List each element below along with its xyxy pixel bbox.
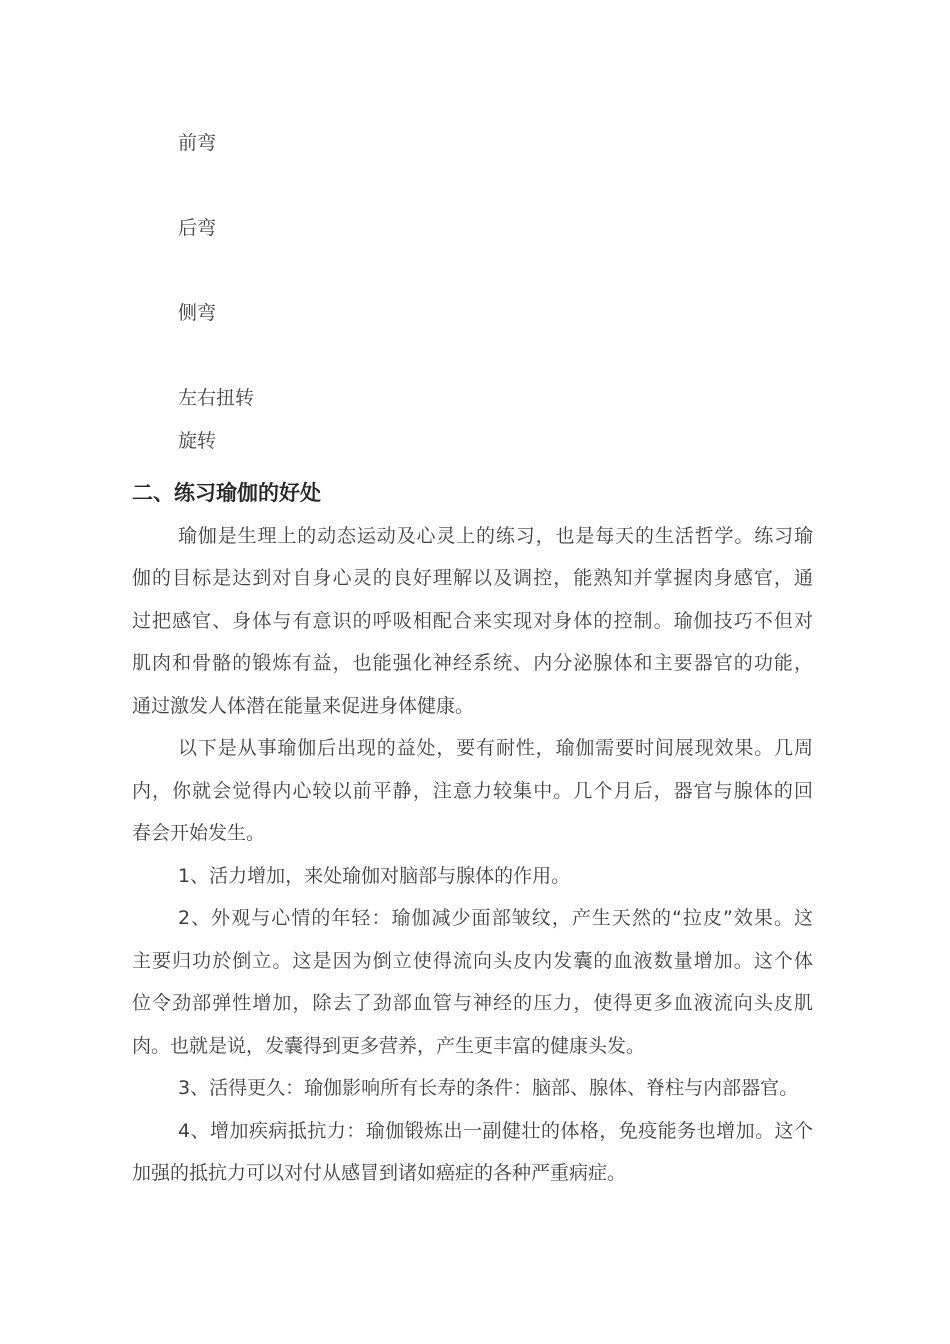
section-body [132, 515, 813, 1195]
paragraph [132, 855, 813, 898]
text-line: 3、活得更久：瑜伽影响所有长寿的条件：脑部、腺体、脊柱与内部器官。 [178, 1077, 799, 1099]
text-line: 2、外观与心情的年轻：瑜伽减少面部皱纹，产生天然的“拉皮”效果。这 [178, 907, 813, 929]
pose-item: 左右扭转 [178, 387, 255, 409]
pose-item: 旋转 [178, 429, 217, 452]
text-line: 1、活力增加，来处瑜伽对脑部与腺体的作用。 [178, 864, 571, 887]
pose-item: 前弯 [178, 132, 217, 154]
pose-item: 后弯 [178, 217, 217, 239]
text-line: 过把感官、身体与有意识的呼吸相配合来实现对身体的控制。瑜伽技巧不但对 [132, 609, 813, 632]
text-line: 通过激发人体潜在能量来促进身体健康。 [132, 694, 475, 717]
paragraph [132, 1067, 813, 1110]
document-content [132, 122, 813, 1195]
text-line: 4、增加疾病抵抗力：瑜伽锻炼出一副健壮的体格，免疫能务也增加。这个 [178, 1119, 813, 1142]
text-line: 肉。也就是说，发囊得到更多营养，产生更丰富的健康头发。 [132, 1034, 646, 1057]
text-line: 瑜伽是生理上的动态运动及心灵上的练习，也是每天的生活哲学。练习瑜 [178, 524, 813, 547]
section-heading: 二、练习瑜伽的好处 [132, 481, 321, 505]
paragraph [132, 515, 813, 728]
paragraph [132, 897, 813, 1067]
text-line: 内，你就会觉得内心较以前平静，注意力较集中。几个月后，器官与腺体的回 [132, 779, 813, 802]
text-line: 位令劲部弹性增加，除去了劲部血管与神经的压力，使得更多血液流向头皮肌 [132, 992, 813, 1014]
blank-line [132, 250, 813, 293]
text-line: 以下是从事瑜伽后出现的益处，要有耐性，瑜伽需要时间展现效果。几周 [178, 737, 813, 759]
paragraph [132, 1110, 813, 1195]
text-line: 肌肉和骨骼的锻炼有益，也能强化神经系统、内分泌腺体和主要器官的功能， [132, 652, 813, 674]
text-line: 伽的目标是达到对自身心灵的良好理解以及调控，能熟知并掌握肉身感官，通 [132, 567, 813, 589]
pose-item: 侧弯 [178, 302, 217, 324]
blank-line [132, 335, 813, 378]
text-line: 加强的抵抗力可以对付从感冒到诸如癌症的各种严重病症。 [132, 1162, 627, 1184]
text-line: 主要归功於倒立。这是因为倒立使得流向头皮内发囊的血液数量增加。这个体 [132, 949, 813, 972]
pose-list [132, 122, 813, 462]
text-line: 春会开始发生。 [132, 822, 266, 844]
paragraph [132, 727, 813, 855]
blank-line [132, 165, 813, 208]
